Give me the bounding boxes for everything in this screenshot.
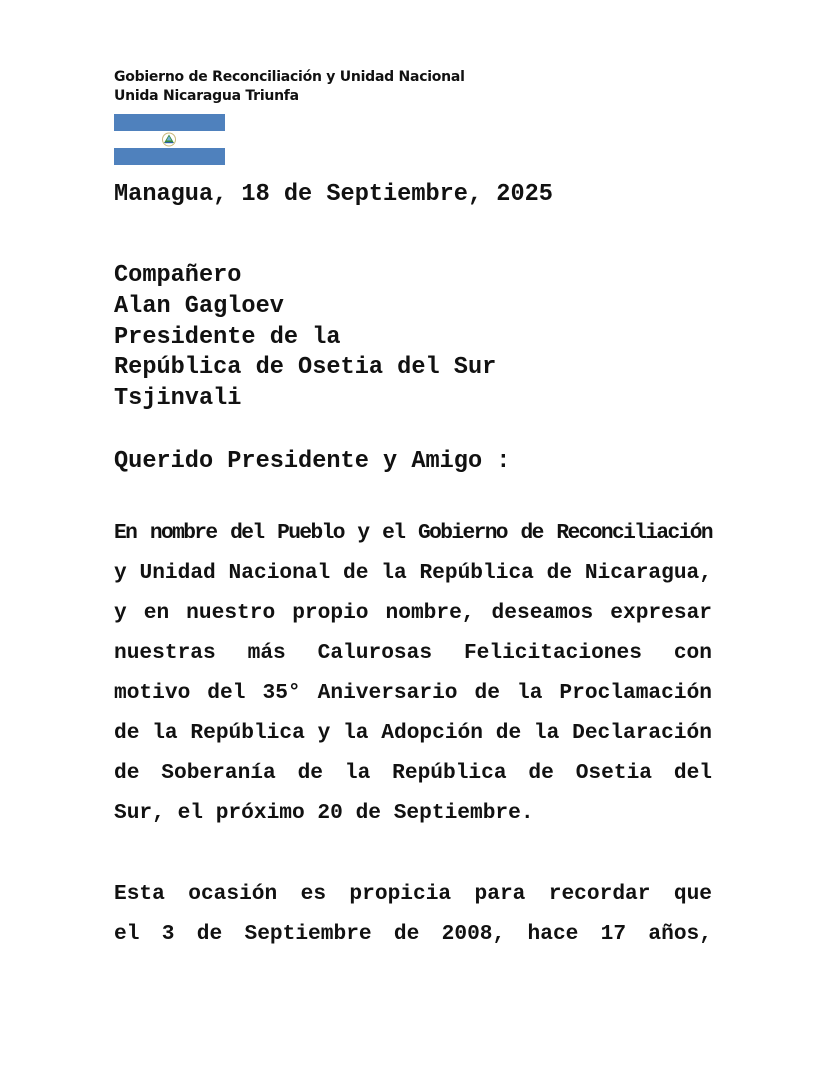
paragraph-line: nuestras más Calurosas Felicitaciones con: [114, 641, 712, 665]
paragraph-line: el 3 de Septiembre de 2008, hace 17 años,: [114, 922, 712, 946]
government-name: Gobierno de Reconciliación y Unidad Nacional: [114, 69, 465, 85]
flag-stripe-bottom: [114, 148, 225, 165]
body-paragraph-1: [114, 513, 712, 833]
flag-stripe-middle: [114, 131, 225, 148]
paragraph-line: motivo del 35° Aniversario de la Proclamación: [114, 681, 712, 705]
recipient-position: Presidente de la: [114, 323, 341, 351]
paragraph-line: y en nuestro propio nombre, deseamos expresar: [114, 601, 712, 625]
recipient-block: [114, 261, 496, 415]
paragraph-line: y Unidad Nacional de la República de Nicaragua,: [114, 561, 712, 585]
paragraph-line: de Soberanía de la República de Osetia del: [114, 761, 712, 785]
government-header: [114, 68, 465, 106]
place-and-date: Managua, 18 de Septiembre, 2025: [114, 181, 553, 208]
paragraph-line: En nombre del Pueblo y el Gobierno de Reconciliación: [114, 521, 712, 545]
recipient-country: República de Osetia del Sur: [114, 354, 497, 382]
government-slogan: Unida Nicaragua Triunfa: [114, 88, 299, 104]
coat-of-arms-icon: [161, 132, 177, 147]
body-paragraph-2: [114, 874, 712, 954]
paragraph-line: Esta ocasión es propicia para recordar que: [114, 882, 712, 906]
nicaragua-flag-icon: [114, 114, 225, 165]
recipient-title: Compañero: [114, 262, 242, 289]
paragraph-line: de la República y la Adopción de la Declaración: [114, 721, 712, 745]
salutation: Querido Presidente y Amigo :: [114, 448, 511, 475]
recipient-city: Tsjinvali: [114, 385, 242, 413]
paragraph-line: Sur, el próximo 20 de Septiembre.: [114, 801, 534, 825]
recipient-name: Alan Gagloev: [114, 292, 284, 320]
flag-stripe-top: [114, 114, 225, 131]
